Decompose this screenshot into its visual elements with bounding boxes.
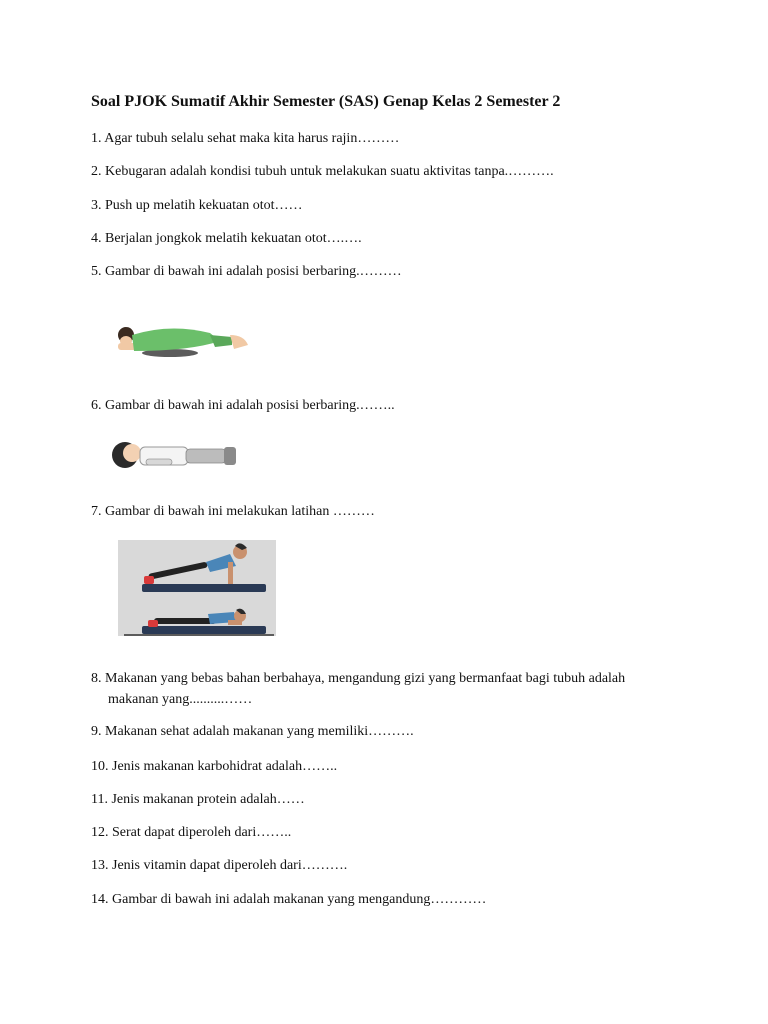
question-5: 5. Gambar di bawah ini adalah posisi berbaring.……… (91, 264, 402, 279)
question-13: 13. Jenis vitamin dapat diperoleh dari………. (91, 858, 348, 873)
document-title: Soal PJOK Sumatif Akhir Semester (SAS) Genap Kelas 2 Semester 2 (91, 93, 561, 110)
question-11: 11. Jenis makanan protein adalah…… (91, 792, 305, 807)
question-3: 3. Push up melatih kekuatan otot…… (91, 198, 303, 213)
question-14: 14. Gambar di bawah ini adalah makanan yang mengandung………… (91, 892, 487, 907)
question-7: 7. Gambar di bawah ini melakukan latihan ……… (91, 504, 375, 519)
question-9: 9. Makanan sehat adalah makanan yang memiliki………. (91, 724, 414, 739)
question-1: 1. Agar tubuh selalu sehat maka kita harus rajin……… (91, 131, 400, 146)
question-4: 4. Berjalan jongkok melatih kekuatan otot….…. (91, 231, 362, 246)
push-up-figure (118, 540, 276, 636)
supine-position-figure (108, 435, 240, 475)
question-8-continuation: makanan yang..........…… (108, 692, 253, 707)
question-2: 2. Kebugaran adalah kondisi tubuh untuk melakukan suatu aktivitas tanpa.………. (91, 164, 554, 179)
question-12: 12. Serat dapat diperoleh dari…….. (91, 825, 292, 840)
question-8 (91, 668, 691, 710)
question-10: 10. Jenis makanan karbohidrat adalah…….. (91, 759, 338, 774)
question-6: 6. Gambar di bawah ini adalah posisi berbaring.…….. (91, 398, 395, 413)
question-8-text: 8. Makanan yang bebas bahan berbahaya, mengandung gizi yang bermanfaat bagi tubuh adalah (91, 671, 626, 686)
prone-position-figure (110, 305, 255, 365)
